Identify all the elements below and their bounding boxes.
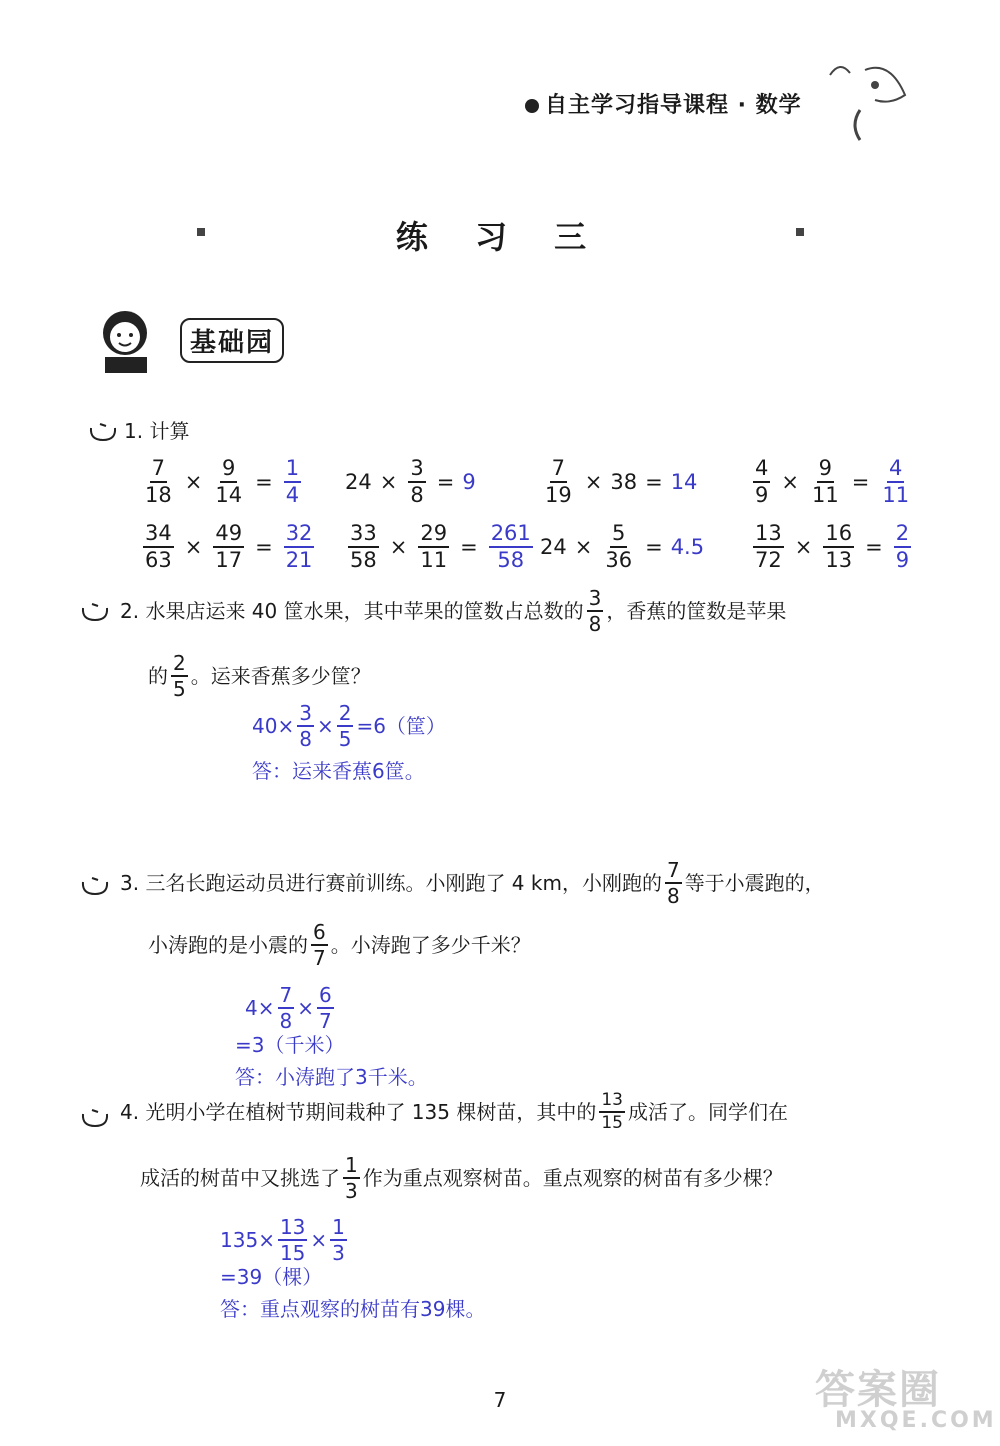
times-sign: ×	[794, 535, 813, 559]
fraction	[599, 1092, 625, 1132]
numerator: 1	[284, 458, 301, 483]
calc-number: 4	[245, 996, 258, 1020]
page-title: 练 习 三	[395, 218, 605, 256]
numerator: 3	[408, 458, 425, 483]
q3-text: 3. 三名长跑运动员进行赛前训练。小刚跑了 4 km，小刚跑的	[120, 871, 662, 895]
denominator: 63	[145, 548, 172, 572]
numerator: 13	[753, 523, 784, 548]
fraction	[278, 985, 295, 1031]
numerator: 32	[284, 523, 315, 548]
denominator: 7	[313, 946, 326, 970]
numerator: 34	[143, 523, 174, 548]
denominator: 13	[825, 548, 853, 572]
q4-text: 4. 光明小学在植树节期间栽种了 135 棵树苗，其中的	[120, 1100, 597, 1124]
title-marker-right	[796, 228, 804, 236]
q1-row-1	[140, 458, 920, 508]
q3-answer: 答：小涛跑了3千米。	[235, 1065, 428, 1089]
q3-calculation	[245, 985, 337, 1031]
calc-number: 40	[252, 714, 278, 738]
question-bullet-icon	[80, 602, 110, 622]
times-sign: ×	[781, 470, 799, 494]
denominator: 3	[332, 1241, 345, 1265]
page-number: 7	[493, 1388, 507, 1412]
calc-number: 135	[220, 1228, 259, 1252]
q2-text: 2. 水果店运来 40 筐水果，其中苹果的筐数占总数的	[120, 599, 584, 623]
q2-calculation	[252, 703, 446, 749]
fraction	[587, 588, 604, 634]
page-header	[525, 88, 802, 119]
denominator: 21	[285, 548, 313, 572]
q2-text-line-2	[148, 653, 371, 699]
numerator: 16	[823, 523, 854, 548]
q1-row-2	[140, 523, 920, 573]
numerator: 6	[313, 920, 326, 944]
denominator: 72	[755, 548, 782, 572]
q4-calculation	[220, 1217, 350, 1263]
bullet-icon	[525, 99, 539, 113]
numerator: 9	[817, 458, 834, 483]
times-sign: ×	[379, 470, 398, 494]
fraction	[348, 523, 379, 571]
q2-text: 的	[148, 664, 168, 688]
numerator: 1	[345, 1153, 358, 1177]
fraction	[489, 523, 533, 571]
fraction	[823, 523, 854, 571]
numerator: 5	[610, 523, 627, 548]
number: 4.5	[670, 535, 705, 559]
q3-text: 等于小震跑的，	[684, 871, 825, 895]
denominator: 19	[545, 483, 572, 507]
number: 9	[462, 470, 476, 494]
numerator: 7	[666, 858, 680, 882]
fraction	[317, 985, 334, 1031]
calc-result: =6（筐）	[356, 714, 446, 738]
fraction	[311, 922, 328, 968]
denominator: 58	[350, 548, 377, 572]
numerator: 13	[599, 1092, 625, 1113]
fraction	[810, 458, 841, 506]
fraction	[753, 458, 770, 506]
calculation-item	[540, 523, 704, 571]
question-bullet-icon	[80, 876, 110, 896]
numerator: 4	[887, 458, 904, 483]
fraction	[753, 523, 784, 571]
q3-text: 小涛跑的是小震的	[148, 933, 308, 957]
numerator: 33	[348, 523, 379, 548]
calculation-item	[140, 458, 304, 506]
denominator: 14	[215, 483, 243, 507]
numerator: 2	[338, 701, 352, 725]
numerator: 49	[213, 523, 244, 548]
fraction	[665, 860, 682, 906]
fraction	[894, 523, 911, 571]
question-bullet-icon	[88, 422, 118, 442]
numerator: 13	[279, 1215, 306, 1239]
equals-sign: =	[865, 535, 883, 559]
fraction	[337, 703, 354, 749]
watermark-url: MXQE.COM	[835, 1408, 997, 1433]
number: 38	[610, 470, 638, 494]
q2-text: 。运来香蕉多少筐？	[190, 664, 371, 688]
fraction	[408, 458, 425, 506]
section-label: 基础园	[180, 318, 284, 363]
denominator: 8	[588, 612, 602, 636]
calculation-item	[140, 523, 317, 571]
header-text: 自主学习指导课程 · 数学	[545, 93, 802, 118]
fraction	[297, 703, 314, 749]
fraction	[880, 458, 911, 506]
denominator: 4	[285, 483, 300, 507]
q3-text-line-1	[120, 860, 825, 906]
numerator: 7	[279, 983, 293, 1007]
q2-answer: 答：运来香蕉6筐。	[252, 759, 425, 783]
child-avatar-icon	[85, 295, 175, 375]
denominator: 9	[755, 483, 769, 507]
calculation-item	[540, 458, 697, 506]
denominator: 58	[497, 548, 525, 572]
watermark-logo: 答案圈	[815, 1367, 941, 1413]
q2-text-line-1	[120, 588, 786, 634]
denominator: 7	[319, 1009, 332, 1033]
fraction	[213, 523, 244, 571]
denominator: 8	[279, 1009, 293, 1033]
times-sign: ×	[184, 470, 203, 494]
times-sign: ×	[277, 714, 295, 738]
number: 14	[670, 470, 698, 494]
q3-text: 。小涛跑了多少千米？	[330, 933, 531, 957]
calculation-item	[750, 458, 914, 506]
times-sign: ×	[389, 535, 408, 559]
denominator: 8	[299, 727, 312, 751]
fraction	[418, 523, 449, 571]
calculation-item	[345, 523, 536, 571]
numerator: 3	[299, 701, 312, 725]
numerator: 6	[319, 983, 332, 1007]
fraction	[543, 458, 574, 506]
equals-sign: =	[460, 535, 478, 559]
denominator: 5	[173, 677, 186, 701]
q4-answer: 答：重点观察的树苗有39棵。	[220, 1297, 486, 1321]
times-sign: ×	[310, 1228, 328, 1252]
numerator: 7	[150, 458, 167, 483]
times-sign: ×	[584, 470, 603, 494]
numerator: 3	[588, 586, 602, 610]
times-sign: ×	[258, 1228, 275, 1252]
denominator: 17	[215, 548, 243, 572]
q4-text-line-2	[140, 1155, 783, 1201]
denominator: 11	[420, 548, 448, 572]
times-sign: ×	[297, 996, 314, 1020]
denominator: 15	[279, 1241, 306, 1265]
times-sign: ×	[574, 535, 593, 559]
fraction	[171, 653, 188, 699]
denominator: 8	[666, 884, 680, 908]
denominator: 3	[345, 1179, 358, 1203]
question-bullet-icon	[80, 1108, 110, 1128]
numerator: 7	[550, 458, 567, 483]
numerator: 4	[753, 458, 770, 483]
denominator: 8	[410, 483, 424, 507]
equals-sign: =	[645, 535, 663, 559]
denominator: 11	[882, 483, 910, 507]
equals-sign: =	[851, 470, 870, 494]
numerator: 9	[220, 458, 237, 483]
q2-text: ，香蕉的筐数是苹果	[606, 599, 787, 623]
fraction	[603, 523, 634, 571]
denominator: 9	[895, 548, 910, 572]
fraction	[330, 1217, 347, 1263]
denominator: 15	[601, 1113, 623, 1133]
fraction	[284, 458, 301, 506]
numerator: 2	[173, 651, 186, 675]
q1-label: 1. 计算	[124, 419, 190, 443]
fraction	[143, 458, 174, 506]
calculation-item	[750, 523, 914, 571]
fraction	[278, 1217, 307, 1263]
q4-text-line-1	[120, 1092, 788, 1132]
numerator: 29	[418, 523, 449, 548]
equals-sign: =	[436, 470, 455, 494]
q4-text: 成活了。同学们在	[627, 1100, 788, 1124]
times-sign: ×	[257, 996, 275, 1020]
fraction	[343, 1155, 360, 1201]
number: 24	[540, 535, 567, 559]
equals-sign: =	[255, 535, 273, 559]
fraction	[213, 458, 244, 506]
fraction	[143, 523, 174, 571]
number: 24	[345, 470, 372, 494]
equals-sign: =	[255, 470, 273, 494]
denominator: 36	[605, 548, 633, 572]
decorative-swirl-icon	[820, 55, 910, 150]
times-sign: ×	[184, 535, 203, 559]
numerator: 261	[489, 523, 533, 548]
numerator: 2	[894, 523, 911, 548]
denominator: 5	[338, 727, 352, 751]
q4-text: 作为重点观察树苗。重点观察的树苗有多少棵？	[362, 1166, 783, 1190]
q3-result: =3（千米）	[235, 1033, 345, 1057]
fraction	[284, 523, 315, 571]
q4-text: 成活的树苗中又挑选了	[140, 1166, 340, 1190]
denominator: 18	[145, 483, 172, 507]
q4-result: =39（棵）	[220, 1265, 323, 1289]
q3-text-line-2	[148, 922, 531, 968]
equals-sign: =	[645, 470, 663, 494]
denominator: 11	[811, 483, 839, 507]
numerator: 1	[332, 1215, 345, 1239]
calculation-item	[345, 458, 476, 506]
times-sign: ×	[316, 714, 334, 738]
